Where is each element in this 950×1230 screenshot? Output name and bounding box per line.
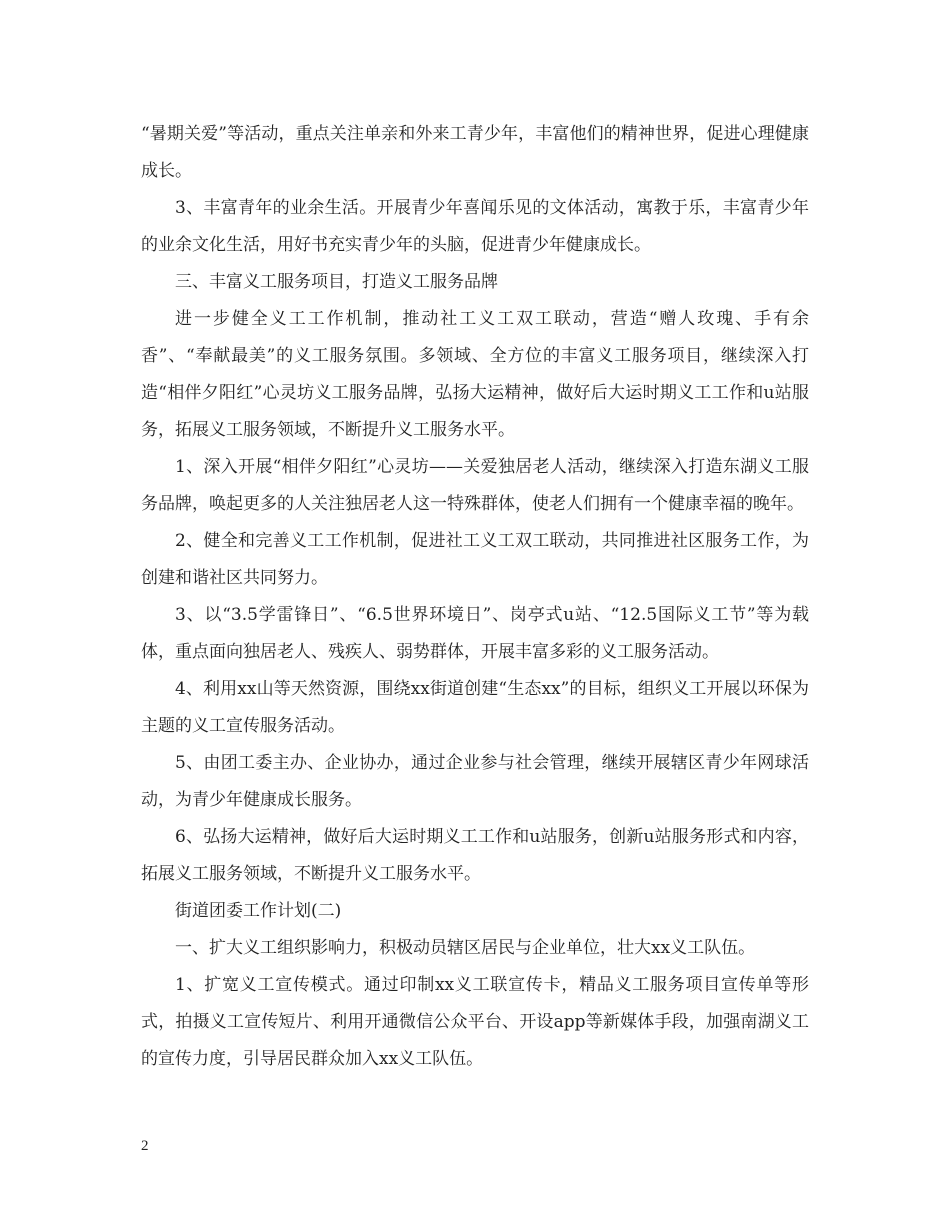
- paragraph-6: 2、健全和完善义工工作机制，促进社工义工双工联动，共同推进社区服务工作，为创建和谐社区共同努力。: [141, 531, 809, 588]
- document-subtitle: 街道团委工作计划(二): [175, 901, 342, 921]
- paragraph-9: 5、由团工委主办、企业协办，通过企业参与社会管理，继续开展辖区青少年网球活动，为青少年健康成长服务。: [141, 753, 809, 810]
- paragraph-1: “暑期关爱”等活动，重点关注单亲和外来工青少年，丰富他们的精神世界，促进心理健康成长。: [141, 124, 809, 181]
- paragraph-4: 进一步健全义工工作机制，推动社工义工双工联动，营造“赠人玫瑰、手有余香”、“奉献最美”的义工服务氛围。多领域、全方位的丰富义工服务项目，继续深入打造“相伴夕阳红”心灵坊义工服务品牌，弘扬大运精神，做好后大运时期义工工作和u站服务，拓展义工服务领域，不断提升义工服务水平。: [141, 309, 809, 440]
- paragraph-8: 4、利用xx山等天然资源，围绕xx街道创建“生态xx”的目标，组织义工开展以环保为主题的义工宣传服务活动。: [141, 679, 809, 736]
- section-heading-3: 三、丰富义工服务项目，打造义工服务品牌: [175, 272, 498, 292]
- paragraph-5: 1、深入开展“相伴夕阳红”心灵坊——关爱独居老人活动，继续深入打造东湖义工服务品牌，唤起更多的人关注独居老人这一特殊群体，使老人们拥有一个健康幸福的晚年。: [141, 457, 809, 514]
- paragraph-12: 一、扩大义工组织影响力，积极动员辖区居民与企业单位，壮大xx义工队伍。: [175, 938, 756, 958]
- paragraph-10: 6、弘扬大运精神，做好后大运时期义工工作和u站服务，创新u站服务形式和内容，拓展义工服务领域，不断提升义工服务水平。: [141, 827, 809, 884]
- paragraph-2: 3、丰富青年的业余生活。开展青少年喜闻乐见的文体活动，寓教于乐，丰富青少年的业余文化生活，用好书充实青少年的头脑，促进青少年健康成长。: [141, 198, 809, 255]
- page-number: 2: [141, 1138, 149, 1154]
- paragraph-7: 3、以“3.5学雷锋日”、“6.5世界环境日”、岗亭式u站、“12.5国际义工节”等为载体，重点面向独居老人、残疾人、弱势群体，开展丰富多彩的义工服务活动。: [141, 605, 809, 662]
- document-body: [141, 116, 809, 1078]
- paragraph-13: 1、扩宽义工宣传模式。通过印制xx义工联宣传卡，精品义工服务项目宣传单等形式，拍摄义工宣传短片、利用开通微信公众平台、开设app等新媒体手段，加强南湖义工的宣传力度，引导居民群众加入xx义工队伍。: [141, 975, 809, 1069]
